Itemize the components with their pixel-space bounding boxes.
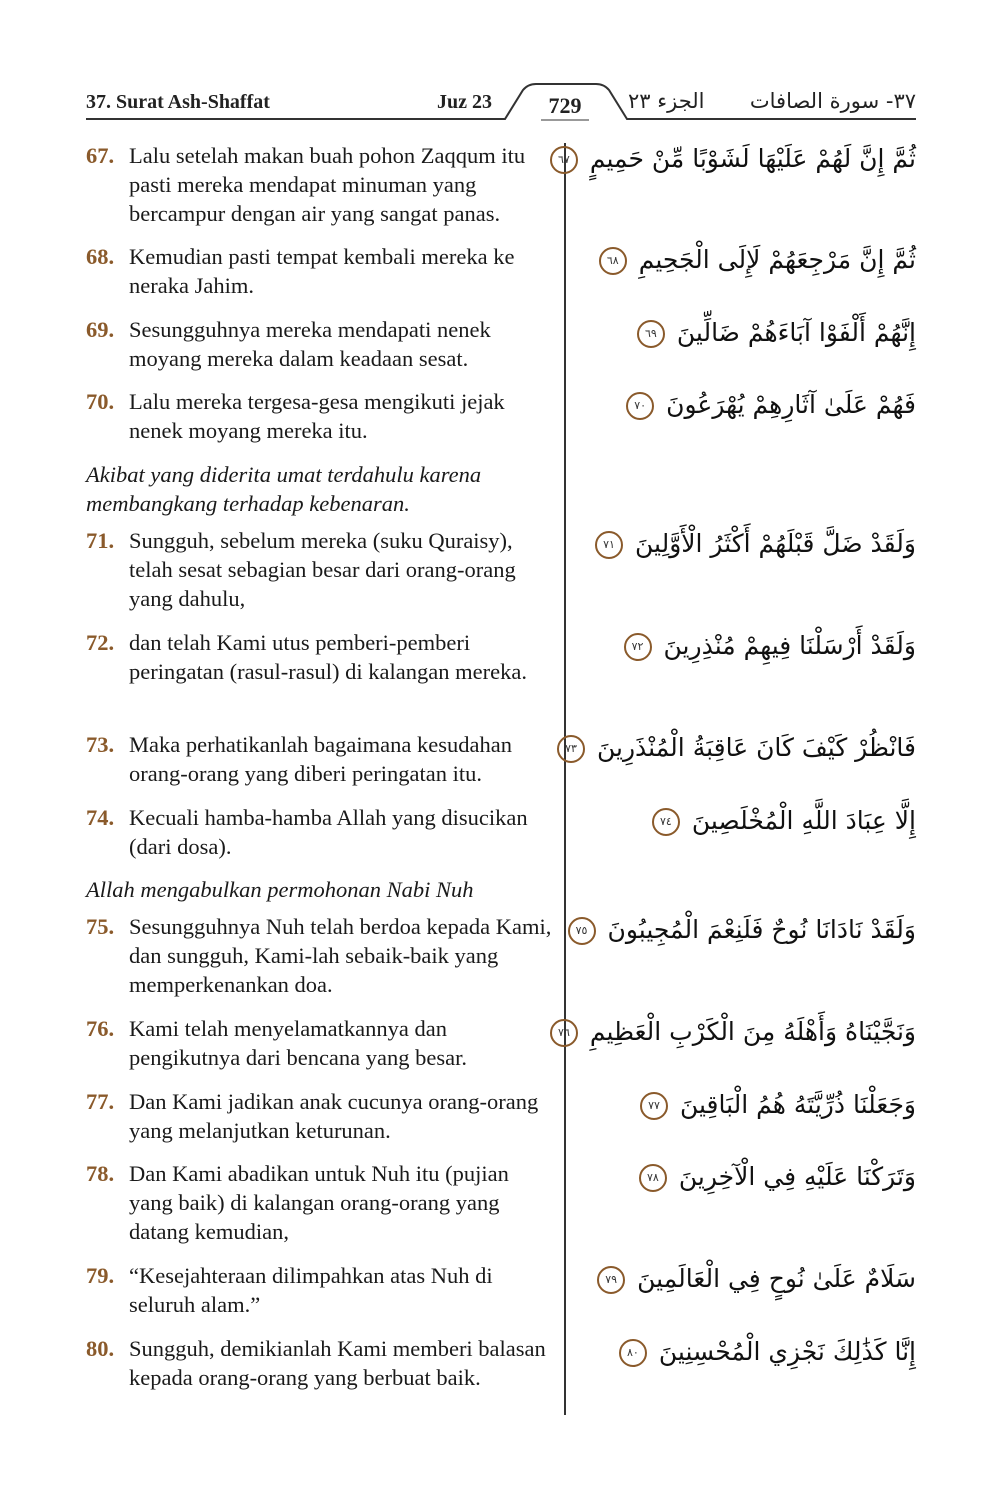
ayah-end-marker: ٧٥	[568, 917, 596, 945]
ayah-end-marker: ٦٨	[599, 247, 627, 275]
ayah-end-marker: ٧٢	[624, 633, 652, 661]
verse-text: Kami telah menyelamatkannya dan pengikutnya dari bencana yang besar.	[129, 1016, 467, 1070]
arabic-text: إِنَّهُمْ أَلْفَوْا آبَاءَهُمْ ضَالِّينَ	[676, 318, 916, 347]
arabic-verse	[599, 242, 916, 278]
translation	[86, 730, 552, 788]
arabic-text: ثُمَّ إِنَّ لَهُمْ عَلَيْهَا لَشَوْبًا مِّنْ حَمِيمٍ	[589, 144, 916, 173]
arabic-verse	[624, 628, 916, 664]
verse-number: 78.	[86, 1161, 115, 1186]
verse-number: 72.	[86, 630, 115, 655]
verse-number: 74.	[86, 805, 115, 830]
verse-text: Lalu setelah makan buah pohon Zaqqum itu pasti mereka mendapat minuman yang bercampur dengan air yang sangat panas.	[129, 143, 526, 226]
ayah-end-marker: ٨٠	[619, 1339, 647, 1367]
verse-number: 75.	[86, 914, 115, 939]
translation	[86, 315, 552, 373]
verse-number: 76.	[86, 1016, 115, 1041]
verse-number: 67.	[86, 143, 115, 168]
verse-text: “Kesejahteraan dilimpahkan atas Nuh di seluruh alam.”	[129, 1263, 493, 1317]
section-heading: Allah mengabulkan permohonan Nabi Nuh	[86, 877, 474, 902]
translation	[86, 242, 552, 300]
translation	[86, 141, 552, 228]
verse-text: Sungguh, demikianlah Kami memberi balasan kepada orang-orang yang berbuat baik.	[129, 1336, 546, 1390]
translation	[86, 628, 552, 686]
verse-text: Lalu mereka tergesa-gesa mengikuti jejak nenek moyang mereka itu.	[129, 389, 505, 443]
verse-text: Kecuali hamba-hamba Allah yang disucikan (dari dosa).	[129, 805, 528, 859]
ayah-end-marker: ٧١	[595, 531, 623, 559]
arabic-verse	[550, 1014, 916, 1050]
verse-number: 69.	[86, 317, 115, 342]
column-divider	[564, 143, 566, 1415]
arabic-verse	[637, 315, 916, 351]
arabic-text: وَجَعَلْنَا ذُرِّيَّتَهُ هُمُ الْبَاقِينَ	[679, 1090, 916, 1119]
arabic-verse	[619, 1334, 916, 1370]
verse-number: 73.	[86, 732, 115, 757]
arabic-verse	[640, 1087, 916, 1123]
verse-text: Dan Kami jadikan anak cucunya orang-orang yang melanjutkan keturunan.	[129, 1089, 539, 1143]
arabic-text: فَهُمْ عَلَىٰ آثَارِهِمْ يُهْرَعُونَ	[666, 390, 916, 419]
verse-text: Sesungguhnya Nuh telah berdoa kepada Kami, dan sungguh, Kami-lah sebaik-baik yang memperkenankan doa.	[129, 914, 552, 997]
arabic-text: ثُمَّ إِنَّ مَرْجِعَهُمْ لَإِلَى الْجَحِيمِ	[638, 245, 916, 274]
section-heading: Akibat yang diderita umat terdahulu karena membangkang terhadap kebenaran.	[86, 462, 482, 516]
ayah-end-marker: ٧٤	[652, 808, 680, 836]
translation	[86, 803, 552, 861]
verse-number: 77.	[86, 1089, 115, 1114]
ayah-end-marker: ٦٧	[550, 146, 578, 174]
arabic-verse	[652, 803, 916, 839]
arabic-text: وَلَقَدْ نَادَانَا نُوحٌ فَلَنِعْمَ الْمُجِيبُونَ	[607, 915, 916, 944]
verse-text: Kemudian pasti tempat kembali mereka ke neraka Jahim.	[129, 244, 515, 298]
ayah-end-marker: ٧٩	[597, 1266, 625, 1294]
translation	[86, 526, 552, 613]
ayah-end-marker: ٧٧	[640, 1092, 668, 1120]
verse-text: Sungguh, sebelum mereka (suku Quraisy), telah sesat sebagian besar dari orang-orang yang dahulu,	[129, 528, 516, 611]
juz-label-arabic: الجزء ٢٣	[628, 89, 705, 113]
translation	[86, 1087, 552, 1145]
verse-number: 79.	[86, 1263, 115, 1288]
surah-title-latin: 37. Surat Ash-Shaffat	[86, 91, 270, 113]
verse-number: 70.	[86, 389, 115, 414]
arabic-text: إِلَّا عِبَادَ اللَّهِ الْمُخْلَصِينَ	[691, 806, 916, 835]
verse-text: dan telah Kami utus pemberi-pemberi peringatan (rasul-rasul) di kalangan mereka.	[129, 630, 527, 684]
ayah-end-marker: ٦٩	[637, 320, 665, 348]
arabic-verse	[597, 1261, 916, 1297]
arabic-text: سَلَامٌ عَلَىٰ نُوحٍ فِي الْعَالَمِينَ	[637, 1264, 916, 1293]
translation	[86, 1159, 552, 1246]
surah-title-arabic: ٣٧- سورة الصافات	[749, 89, 916, 113]
translation	[86, 912, 552, 999]
arabic-text: فَانْظُرْ كَيْفَ كَانَ عَاقِبَةُ الْمُنْذَرِينَ	[597, 733, 916, 762]
ayah-end-marker: ٧٣	[557, 735, 585, 763]
verse-text: Dan Kami abadikan untuk Nuh itu (pujian yang baik) di kalangan orang-orang yang datang kemudian,	[129, 1161, 509, 1244]
verse-number: 71.	[86, 528, 115, 553]
verse-number: 80.	[86, 1336, 115, 1361]
juz-label-latin: Juz 23	[437, 91, 492, 113]
arabic-text: وَنَجَّيْنَاهُ وَأَهْلَهُ مِنَ الْكَرْبِ الْعَظِيمِ	[589, 1017, 916, 1046]
arabic-text: وَتَرَكْنَا عَلَيْهِ فِي الْآخِرِينَ	[678, 1162, 916, 1191]
translation	[86, 1334, 552, 1392]
ayah-end-marker: ٧٨	[639, 1164, 667, 1192]
arabic-verse	[595, 526, 916, 562]
verse-number: 68.	[86, 244, 115, 269]
arabic-verse	[639, 1159, 916, 1195]
page-number: 729	[548, 93, 582, 118]
verse-text: Maka perhatikanlah bagaimana kesudahan orang-orang yang diberi peringatan itu.	[129, 732, 512, 786]
arabic-text: إِنَّا كَذَٰلِكَ نَجْزِي الْمُحْسِنِينَ	[658, 1337, 916, 1366]
translation	[86, 387, 552, 445]
arabic-text: وَلَقَدْ ضَلَّ قَبْلَهُمْ أَكْثَرُ الْأَوَّلِينَ	[635, 529, 916, 558]
arabic-verse	[550, 141, 916, 177]
arabic-verse	[557, 730, 916, 766]
ayah-end-marker: ٧٦	[550, 1019, 578, 1047]
translation	[86, 1261, 552, 1319]
page-header	[0, 0, 1000, 130]
verse-text: Sesungguhnya mereka mendapati nenek moyang mereka dalam keadaan sesat.	[129, 317, 491, 371]
arabic-text: وَلَقَدْ أَرْسَلْنَا فِيهِمْ مُنْذِرِينَ	[663, 631, 916, 660]
arabic-verse	[568, 912, 916, 948]
translation	[86, 1014, 552, 1072]
ayah-end-marker: ٧٠	[626, 392, 654, 420]
arabic-verse	[626, 387, 916, 423]
